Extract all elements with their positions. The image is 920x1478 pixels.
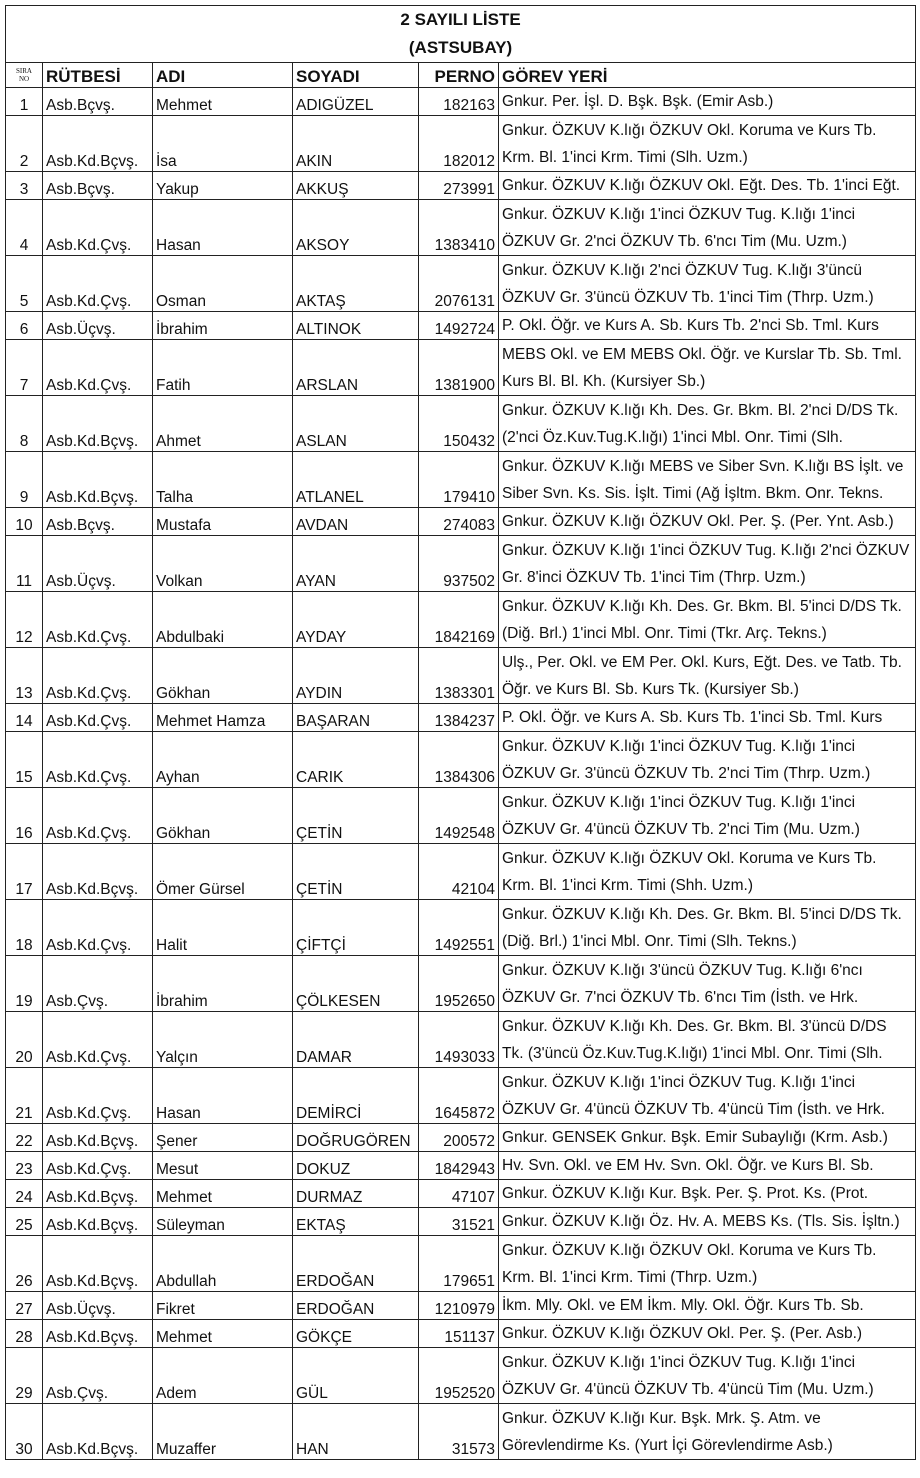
cell-adi: Hasan [153, 1068, 293, 1124]
cell-gorev-yeri: Gnkur. ÖZKUV K.lığı Kh. Des. Gr. Bkm. Bl. 5'inci D/DS Tk. (Diğ. Brl.) 1'inci Mbl. Onr. Timi (Slh. Tekns.) [499, 900, 916, 956]
cell-adi: Fikret [153, 1292, 293, 1320]
cell-perno: 47107 [419, 1180, 499, 1208]
cell-adi: Şener [153, 1124, 293, 1152]
cell-gorev-yeri: Gnkur. ÖZKUV K.lığı ÖZKUV Okl. Eğt. Des. Tb. 1'inci Eğt. [499, 172, 916, 200]
cell-gorev-yeri: Gnkur. ÖZKUV K.lığı ÖZKUV Okl. Per. Ş. (Per. Ynt. Asb.) [499, 508, 916, 536]
cell-sira-no: 23 [6, 1152, 43, 1180]
cell-adi: Halit [153, 900, 293, 956]
table-row [6, 1180, 916, 1208]
cell-sira-no: 6 [6, 312, 43, 340]
cell-soyadi: AYDIN [293, 648, 419, 704]
cell-perno: 31573 [419, 1404, 499, 1460]
table-row [6, 200, 916, 256]
cell-adi: Mustafa [153, 508, 293, 536]
table-row [6, 1124, 916, 1152]
cell-rutbe: Asb.Üçvş. [43, 1292, 153, 1320]
cell-gorev-yeri: Gnkur. ÖZKUV K.lığı 1'inci ÖZKUV Tug. K.lığı 1'inci ÖZKUV Gr. 4'üncü ÖZKUV Tb. 4'üncü Tim (İsth. ve Hrk. [499, 1068, 916, 1124]
cell-adi: Abdulbaki [153, 592, 293, 648]
table-row [6, 508, 916, 536]
cell-rutbe: Asb.Bçvş. [43, 88, 153, 116]
cell-sira-no: 28 [6, 1320, 43, 1348]
cell-perno: 1952650 [419, 956, 499, 1012]
cell-soyadi: AKSOY [293, 200, 419, 256]
cell-gorev-yeri: Gnkur. ÖZKUV K.lığı 1'inci ÖZKUV Tug. K.lığı 1'inci ÖZKUV Gr. 4'üncü ÖZKUV Tb. 4'üncü Tim (Mu. Uzm.) [499, 1348, 916, 1404]
cell-rutbe: Asb.Kd.Çvş. [43, 704, 153, 732]
table-body [6, 88, 916, 1460]
cell-rutbe: Asb.Üçvş. [43, 312, 153, 340]
cell-sira-no: 10 [6, 508, 43, 536]
cell-gorev-yeri: Gnkur. ÖZKUV K.lığı 3'üncü ÖZKUV Tug. K.lığı 6'ncı ÖZKUV Gr. 7'nci ÖZKUV Tb. 6'ncı Tim (İsth. ve Hrk. [499, 956, 916, 1012]
table-row [6, 1068, 916, 1124]
header-soyadi: SOYADI [293, 63, 419, 88]
cell-soyadi: ERDOĞAN [293, 1292, 419, 1320]
cell-soyadi: ADIGÜZEL [293, 88, 419, 116]
cell-gorev-yeri: Gnkur. ÖZKUV K.lığı 1'inci ÖZKUV Tug. K.lığı 1'inci ÖZKUV Gr. 3'üncü ÖZKUV Tb. 2'nci Tim (Thrp. Uzm.) [499, 732, 916, 788]
cell-soyadi: DEMİRCİ [293, 1068, 419, 1124]
cell-rutbe: Asb.Kd.Bçvş. [43, 1320, 153, 1348]
cell-sira-no: 17 [6, 844, 43, 900]
cell-adi: Volkan [153, 536, 293, 592]
cell-adi: Hasan [153, 200, 293, 256]
cell-soyadi: EKTAŞ [293, 1208, 419, 1236]
table-row [6, 88, 916, 116]
cell-gorev-yeri: Gnkur. Per. İşl. D. Bşk. Bşk. (Emir Asb.) [499, 88, 916, 116]
cell-perno: 1492724 [419, 312, 499, 340]
table-row [6, 1348, 916, 1404]
table-row [6, 1404, 916, 1460]
table-row [6, 256, 916, 312]
cell-adi: İsa [153, 116, 293, 172]
cell-sira-no: 12 [6, 592, 43, 648]
cell-rutbe: Asb.Üçvş. [43, 536, 153, 592]
cell-gorev-yeri: Gnkur. ÖZKUV K.lığı Öz. Hv. A. MEBS Ks. (Tls. Sis. İşltn.) [499, 1208, 916, 1236]
cell-soyadi: AKTAŞ [293, 256, 419, 312]
cell-gorev-yeri: P. Okl. Öğr. ve Kurs A. Sb. Kurs Tb. 2'nci Sb. Tml. Kurs [499, 312, 916, 340]
list-subtitle: (ASTSUBAY) [6, 34, 916, 63]
cell-rutbe: Asb.Kd.Çvş. [43, 1152, 153, 1180]
table-row [6, 452, 916, 508]
cell-rutbe: Asb.Kd.Çvş. [43, 732, 153, 788]
cell-adi: Yalçın [153, 1012, 293, 1068]
cell-rutbe: Asb.Kd.Çvş. [43, 648, 153, 704]
table-row [6, 1152, 916, 1180]
cell-rutbe: Asb.Kd.Bçvş. [43, 452, 153, 508]
cell-sira-no: 22 [6, 1124, 43, 1152]
cell-rutbe: Asb.Çvş. [43, 1348, 153, 1404]
table-row [6, 340, 916, 396]
cell-rutbe: Asb.Kd.Çvş. [43, 1012, 153, 1068]
cell-gorev-yeri: İkm. Mly. Okl. ve EM İkm. Mly. Okl. Öğr. Kurs Tb. Sb. [499, 1292, 916, 1320]
table-row [6, 116, 916, 172]
cell-adi: Yakup [153, 172, 293, 200]
cell-perno: 1492548 [419, 788, 499, 844]
table-row [6, 788, 916, 844]
cell-perno: 1842943 [419, 1152, 499, 1180]
cell-soyadi: ÇETİN [293, 844, 419, 900]
cell-rutbe: Asb.Kd.Çvş. [43, 788, 153, 844]
cell-soyadi: AVDAN [293, 508, 419, 536]
cell-sira-no: 2 [6, 116, 43, 172]
cell-soyadi: ATLANEL [293, 452, 419, 508]
cell-perno: 1645872 [419, 1068, 499, 1124]
cell-sira-no: 19 [6, 956, 43, 1012]
table-row [6, 1320, 916, 1348]
cell-adi: Gökhan [153, 648, 293, 704]
cell-sira-no: 4 [6, 200, 43, 256]
cell-sira-no: 7 [6, 340, 43, 396]
list-title: 2 SAYILI LİSTE [6, 6, 916, 35]
cell-perno: 1492551 [419, 900, 499, 956]
cell-soyadi: GÜL [293, 1348, 419, 1404]
cell-rutbe: Asb.Kd.Çvş. [43, 256, 153, 312]
cell-perno: 182012 [419, 116, 499, 172]
cell-perno: 1952520 [419, 1348, 499, 1404]
cell-rutbe: Asb.Kd.Bçvş. [43, 1404, 153, 1460]
table-row [6, 1208, 916, 1236]
cell-sira-no: 14 [6, 704, 43, 732]
table-row [6, 732, 916, 788]
cell-gorev-yeri: Gnkur. ÖZKUV K.lığı ÖZKUV Okl. Per. Ş. (Per. Asb.) [499, 1320, 916, 1348]
cell-soyadi: ERDOĞAN [293, 1236, 419, 1292]
cell-sira-no: 29 [6, 1348, 43, 1404]
cell-gorev-yeri: Hv. Svn. Okl. ve EM Hv. Svn. Okl. Öğr. ve Kurs Bl. Sb. [499, 1152, 916, 1180]
cell-sira-no: 26 [6, 1236, 43, 1292]
cell-sira-no: 21 [6, 1068, 43, 1124]
cell-sira-no: 16 [6, 788, 43, 844]
cell-rutbe: Asb.Kd.Bçvş. [43, 116, 153, 172]
cell-rutbe: Asb.Kd.Bçvş. [43, 396, 153, 452]
cell-perno: 1383410 [419, 200, 499, 256]
cell-gorev-yeri: MEBS Okl. ve EM MEBS Okl. Öğr. ve Kurslar Tb. Sb. Tml. Kurs Bl. Bl. Kh. (Kursiyer Sb.) [499, 340, 916, 396]
document-page [5, 5, 915, 1460]
cell-rutbe: Asb.Bçvş. [43, 172, 153, 200]
cell-perno: 42104 [419, 844, 499, 900]
cell-sira-no: 25 [6, 1208, 43, 1236]
header-perno: PERNO [419, 63, 499, 88]
cell-perno: 1842169 [419, 592, 499, 648]
table-row [6, 844, 916, 900]
cell-adi: Gökhan [153, 788, 293, 844]
cell-gorev-yeri: P. Okl. Öğr. ve Kurs A. Sb. Kurs Tb. 1'inci Sb. Tml. Kurs [499, 704, 916, 732]
table-row [6, 704, 916, 732]
cell-adi: Mehmet [153, 1320, 293, 1348]
cell-rutbe: Asb.Kd.Bçvş. [43, 1236, 153, 1292]
cell-adi: Talha [153, 452, 293, 508]
cell-soyadi: CARIK [293, 732, 419, 788]
cell-adi: Osman [153, 256, 293, 312]
cell-adi: İbrahim [153, 956, 293, 1012]
cell-gorev-yeri: Gnkur. ÖZKUV K.lığı 2'nci ÖZKUV Tug. K.lığı 3'üncü ÖZKUV Gr. 3'üncü ÖZKUV Tb. 1'inci Tim (Thrp. Uzm.) [499, 256, 916, 312]
cell-perno: 937502 [419, 536, 499, 592]
table-row [6, 172, 916, 200]
cell-soyadi: GÖKÇE [293, 1320, 419, 1348]
cell-sira-no: 11 [6, 536, 43, 592]
cell-soyadi: ÇÖLKESEN [293, 956, 419, 1012]
cell-rutbe: Asb.Kd.Çvş. [43, 592, 153, 648]
cell-sira-no: 24 [6, 1180, 43, 1208]
cell-sira-no: 1 [6, 88, 43, 116]
cell-adi: Mehmet Hamza [153, 704, 293, 732]
cell-perno: 2076131 [419, 256, 499, 312]
cell-sira-no: 9 [6, 452, 43, 508]
cell-sira-no: 15 [6, 732, 43, 788]
cell-perno: 200572 [419, 1124, 499, 1152]
cell-rutbe: Asb.Kd.Çvş. [43, 1068, 153, 1124]
cell-soyadi: DOĞRUGÖREN [293, 1124, 419, 1152]
table-row [6, 1012, 916, 1068]
table-row [6, 900, 916, 956]
cell-perno: 182163 [419, 88, 499, 116]
cell-rutbe: Asb.Kd.Çvş. [43, 340, 153, 396]
cell-gorev-yeri: Gnkur. ÖZKUV K.lığı Kh. Des. Gr. Bkm. Bl. 2'nci D/DS Tk. (2'nci Öz.Kuv.Tug.K.lığı) 1'inci Mbl. Onr. Timi (Slh. [499, 396, 916, 452]
cell-soyadi: AYAN [293, 536, 419, 592]
header-adi: ADI [153, 63, 293, 88]
cell-perno: 31521 [419, 1208, 499, 1236]
cell-rutbe: Asb.Kd.Bçvş. [43, 1208, 153, 1236]
cell-rutbe: Asb.Bçvş. [43, 508, 153, 536]
cell-sira-no: 13 [6, 648, 43, 704]
cell-soyadi: AKKUŞ [293, 172, 419, 200]
cell-soyadi: ALTINOK [293, 312, 419, 340]
cell-soyadi: ÇETİN [293, 788, 419, 844]
cell-soyadi: BAŞARAN [293, 704, 419, 732]
cell-sira-no: 20 [6, 1012, 43, 1068]
cell-perno: 1384306 [419, 732, 499, 788]
cell-perno: 1210979 [419, 1292, 499, 1320]
cell-gorev-yeri: Gnkur. ÖZKUV K.lığı MEBS ve Siber Svn. K.lığı BS İşlt. ve Siber Svn. Ks. Sis. İşlt. Timi (Ağ İşltm. Bkm. Onr. Tekns. [499, 452, 916, 508]
cell-adi: Adem [153, 1348, 293, 1404]
cell-soyadi: AKIN [293, 116, 419, 172]
cell-adi: Ahmet [153, 396, 293, 452]
cell-perno: 179651 [419, 1236, 499, 1292]
cell-gorev-yeri: Gnkur. ÖZKUV K.lığı 1'inci ÖZKUV Tug. K.lığı 2'nci ÖZKUV Gr. 8'inci ÖZKUV Tb. 1'inci Tim (Thrp. Uzm.) [499, 536, 916, 592]
cell-perno: 150432 [419, 396, 499, 452]
table-row [6, 1236, 916, 1292]
cell-gorev-yeri: Gnkur. ÖZKUV K.lığı Kh. Des. Gr. Bkm. Bl. 5'inci D/DS Tk. (Diğ. Brl.) 1'inci Mbl. Onr. Timi (Tkr. Arç. Tekns.) [499, 592, 916, 648]
table-row [6, 956, 916, 1012]
cell-sira-no: 8 [6, 396, 43, 452]
cell-soyadi: DURMAZ [293, 1180, 419, 1208]
cell-sira-no: 5 [6, 256, 43, 312]
cell-soyadi: ARSLAN [293, 340, 419, 396]
cell-gorev-yeri: Gnkur. ÖZKUV K.lığı ÖZKUV Okl. Koruma ve Kurs Tb. Krm. Bl. 1'inci Krm. Timi (Thrp. Uzm.) [499, 1236, 916, 1292]
cell-gorev-yeri: Gnkur. ÖZKUV K.lığı ÖZKUV Okl. Koruma ve Kurs Tb. Krm. Bl. 1'inci Krm. Timi (Shh. Uzm.) [499, 844, 916, 900]
cell-sira-no: 30 [6, 1404, 43, 1460]
cell-adi: Ömer Gürsel [153, 844, 293, 900]
cell-soyadi: ÇİFTÇİ [293, 900, 419, 956]
cell-gorev-yeri: Gnkur. ÖZKUV K.lığı 1'inci ÖZKUV Tug. K.lığı 1'inci ÖZKUV Gr. 2'nci ÖZKUV Tb. 6'ncı Tim (Mu. Uzm.) [499, 200, 916, 256]
cell-gorev-yeri: Ulş., Per. Okl. ve EM Per. Okl. Kurs, Eğt. Des. ve Tatb. Tb. Öğr. ve Kurs Bl. Sb. Kurs Tk. (Kursiyer Sb.) [499, 648, 916, 704]
header-gorev-yeri: GÖREV YERİ [499, 63, 916, 88]
cell-rutbe: Asb.Kd.Çvş. [43, 900, 153, 956]
cell-perno: 179410 [419, 452, 499, 508]
cell-perno: 151137 [419, 1320, 499, 1348]
table-row [6, 648, 916, 704]
cell-adi: İbrahim [153, 312, 293, 340]
cell-perno: 1384237 [419, 704, 499, 732]
cell-perno: 1383301 [419, 648, 499, 704]
cell-adi: Mehmet [153, 88, 293, 116]
cell-soyadi: AYDAY [293, 592, 419, 648]
table-row [6, 396, 916, 452]
cell-gorev-yeri: Gnkur. ÖZKUV K.lığı Kur. Bşk. Per. Ş. Prot. Ks. (Prot. [499, 1180, 916, 1208]
cell-sira-no: 27 [6, 1292, 43, 1320]
cell-rutbe: Asb.Çvş. [43, 956, 153, 1012]
cell-soyadi: DOKUZ [293, 1152, 419, 1180]
cell-sira-no: 3 [6, 172, 43, 200]
header-sira-no: SIRA NO [6, 63, 43, 88]
cell-rutbe: Asb.Kd.Bçvş. [43, 1180, 153, 1208]
table-row [6, 592, 916, 648]
table-row [6, 1292, 916, 1320]
cell-perno: 1493033 [419, 1012, 499, 1068]
cell-gorev-yeri: Gnkur. ÖZKUV K.lığı 1'inci ÖZKUV Tug. K.lığı 1'inci ÖZKUV Gr. 4'üncü ÖZKUV Tb. 2'nci Tim (Mu. Uzm.) [499, 788, 916, 844]
cell-gorev-yeri: Gnkur. ÖZKUV K.lığı ÖZKUV Okl. Koruma ve Kurs Tb. Krm. Bl. 1'inci Krm. Timi (Slh. Uzm.) [499, 116, 916, 172]
cell-sira-no: 18 [6, 900, 43, 956]
cell-perno: 1381900 [419, 340, 499, 396]
table-row [6, 536, 916, 592]
cell-adi: Mehmet [153, 1180, 293, 1208]
cell-rutbe: Asb.Kd.Bçvş. [43, 844, 153, 900]
cell-rutbe: Asb.Kd.Bçvş. [43, 1124, 153, 1152]
cell-perno: 274083 [419, 508, 499, 536]
cell-soyadi: HAN [293, 1404, 419, 1460]
personnel-table [5, 5, 916, 1460]
cell-adi: Fatih [153, 340, 293, 396]
cell-adi: Mesut [153, 1152, 293, 1180]
table-row [6, 312, 916, 340]
cell-adi: Muzaffer [153, 1404, 293, 1460]
cell-adi: Abdullah [153, 1236, 293, 1292]
cell-gorev-yeri: Gnkur. ÖZKUV K.lığı Kh. Des. Gr. Bkm. Bl. 3'üncü D/DS Tk. (3'üncü Öz.Kuv.Tug.K.lığı) 1'inci Mbl. Onr. Timi (Slh. [499, 1012, 916, 1068]
cell-perno: 273991 [419, 172, 499, 200]
cell-rutbe: Asb.Kd.Çvş. [43, 200, 153, 256]
cell-gorev-yeri: Gnkur. GENSEK Gnkur. Bşk. Emir Subaylığı (Krm. Asb.) [499, 1124, 916, 1152]
cell-soyadi: DAMAR [293, 1012, 419, 1068]
cell-gorev-yeri: Gnkur. ÖZKUV K.lığı Kur. Bşk. Mrk. Ş. Atm. ve Görevlendirme Ks. (Yurt İçi Görevlendirme Asb.) [499, 1404, 916, 1460]
header-rutbe: RÜTBESİ [43, 63, 153, 88]
cell-adi: Süleyman [153, 1208, 293, 1236]
cell-adi: Ayhan [153, 732, 293, 788]
cell-soyadi: ASLAN [293, 396, 419, 452]
